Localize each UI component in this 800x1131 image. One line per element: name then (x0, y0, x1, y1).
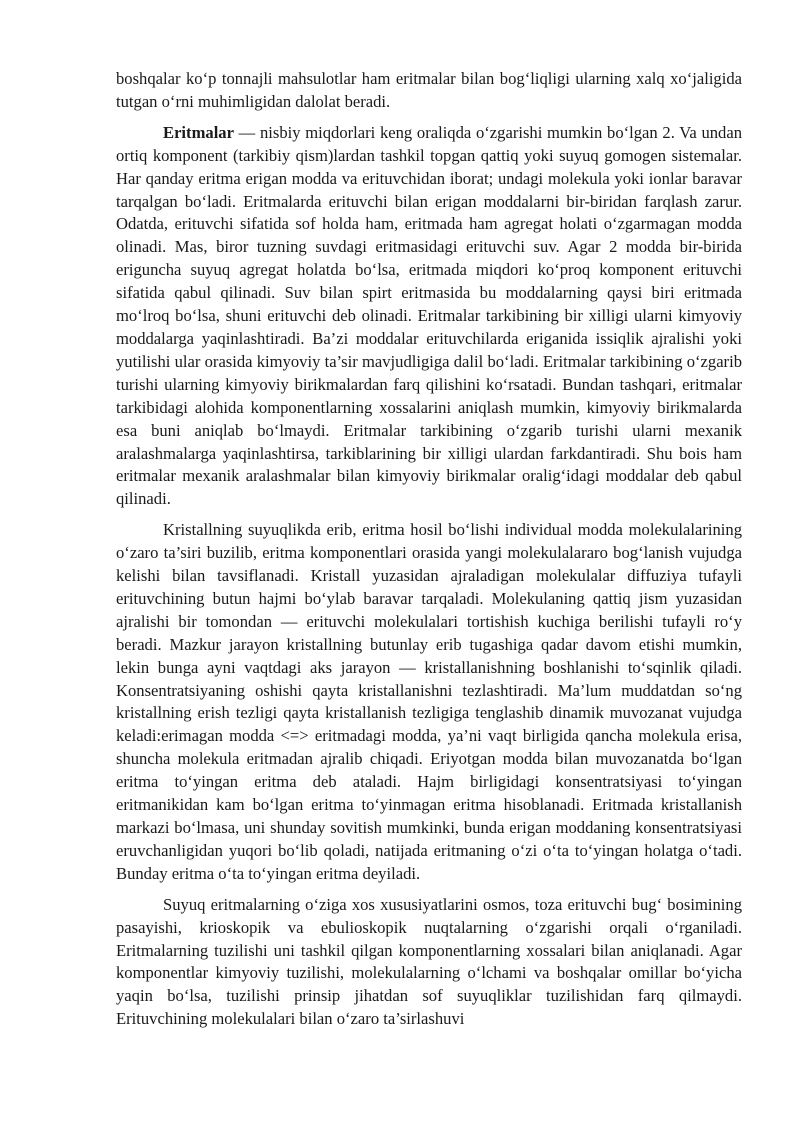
document-page (116, 68, 742, 1039)
paragraph-eritmalar-definition (116, 122, 742, 511)
term-eritmalar: Eritmalar (163, 122, 234, 142)
paragraph-text: boshqalar ko‘p tonnajli mahsulotlar ham eritmalar bilan bog‘liqligi ularning xalq xo‘jaligida tutgan o‘rni muhimligidan dalolat beradi. (116, 69, 742, 111)
paragraph-text: — nisbiy miqdorlari keng oraliqda o‘zgarishi mumkin bo‘lgan 2. Va undan ortiq komponent (tarkibiy qism)lardan tashkil topgan qattiq yoki suyuq gomogen sistemalar. Har qanday eritma erigan modda va erituvchidan iborat; undagi molekula yoki ionlar baravar tarqalgan bo‘ladi. Eritmalarda erituvchi bilan erigan moddalarni bir-biridan farqlash zarur. Odatda, erituvchi sifatida sof holda ham, eritmada ham agregat holati o‘zgarmagan modda olinadi. Mas, biror tuzning suvdagi eritmasidagi erituvchi suv. Agar 2 modda bir-birida eriguncha suyuq agregat holatda bo‘lsa, eritmada miqdori ko‘proq komponent erituvchi sifatida qabul qilinadi. Suv bilan spirt eritmasida bu moddalarning qaysi biri eritmada mo‘lroq bo‘lsa, shuni erituvchi deb olinadi. Eritmalar tarkibining bir xilligi ularni kimyoviy moddalarga yaqinlashtiradi. Ba’zi moddalar erituvchilarda eriganida issiqlik ajralishi yoki yutilishi ular orasida kimyoviy ta’sir mavjudligiga dalil bo‘ladi. Eritmalar tarkibining o‘zgarib turishi ularning kimyoviy birikmalardan farq qilishini ko‘rsatadi. Bundan tashqari, eritmalar tarkibidagi alohida komponentlarning xossalarini aniqlash mumkin, kimyoviy birikmalarda esa buni aniqlab bo‘lmaydi. Eritmalar tarkibining o‘zgarib turishi ularni mexanik aralashmalarga yaqinlashtirsa, tarkiblarining bir xilligi ulardan farkdantiradi. Shu bois ham eritmalar mexanik aralashmalar bilan kimyoviy birikmalar oralig‘idagi moddalar deb qabul qilinadi. (116, 122, 742, 509)
paragraph-text: Kristallning suyuqlikda erib, eritma hosil bo‘lishi individual modda molekulalarining o‘zaro ta’siri buzilib, eritma komponentlari orasida yangi molekulalararo bog‘lanish vujudga kelishi bilan tavsiflanadi. Kristall yuzasidan ajraladigan molekulalar diffuziya tufayli erituvchining butun hajmi bo‘ylab baravar tarqaladi. Molekulaning qattiq jism yuzasidan ajralishi bir tomondan — erituvchi molekulalari tortishish kuchiga berilishi tufayli ro‘y beradi. Mazkur jarayon kristallning butunlay erib tugashiga qadar davom etishi mumkin, lekin bunga ayni vaqtdagi aks jarayon — kristallanishning boshlanishi to‘sqinlik qiladi. Konsentratsiyaning oshishi qayta kristallanishni tezlashtiradi. Ma’lum muddatdan so‘ng kristallning erish tezligi qayta kristallanish tezligiga tenglashib dinamik muvozanat vujudga keladi:erimagan modda <=> eritmadagi modda, ya’ni vaqt birligida qancha molekula erisa, shuncha molekula eritmadan ajralib chiqadi. Eriyotgan modda bilan muvozanatda bo‘lgan eritma to‘yingan eritma deb ataladi. Hajm birligidagi konsentratsiyasi to‘yingan eritmanikidan kam bo‘lgan eritma to‘yinmagan eritma hisoblanadi. Eritmada kristallanish markazi bo‘lmasa, uni shunday sovitish mumkinki, bunda erigan moddaning konsentratsiyasi eruvchanligidan yuqori bo‘lib qoladi, natijada eritmaning o‘zi o‘ta to‘yingan holatga o‘tadi. Bunday eritma o‘ta to‘yingan eritma deyiladi. (116, 520, 742, 883)
paragraph-crystal-dissolution (116, 519, 742, 886)
paragraph-continuation (116, 68, 742, 114)
paragraph-liquid-solutions (116, 894, 742, 1031)
paragraph-text: Suyuq eritmalarning o‘ziga xos xususiyatlarini osmos, toza erituvchi bug‘ bosimining pasayishi, krioskopik va ebulioskopik nuqtalarning o‘zgarishi orqali o‘rganiladi. Eritmalarning tuzilishi uni tashkil qilgan komponentlarning xossalari bilan aniqlanadi. Agar komponentlar kimyoviy tuzilishi, molekulalarning o‘lchami va boshqalar omillar bo‘yicha yaqin bo‘lsa, tuzilishi prinsip jihatdan sof suyuqliklar tuzilishidan farq qilmaydi. Erituvchining molekulalari bilan o‘zaro ta’sirlashuvi (116, 894, 742, 1029)
